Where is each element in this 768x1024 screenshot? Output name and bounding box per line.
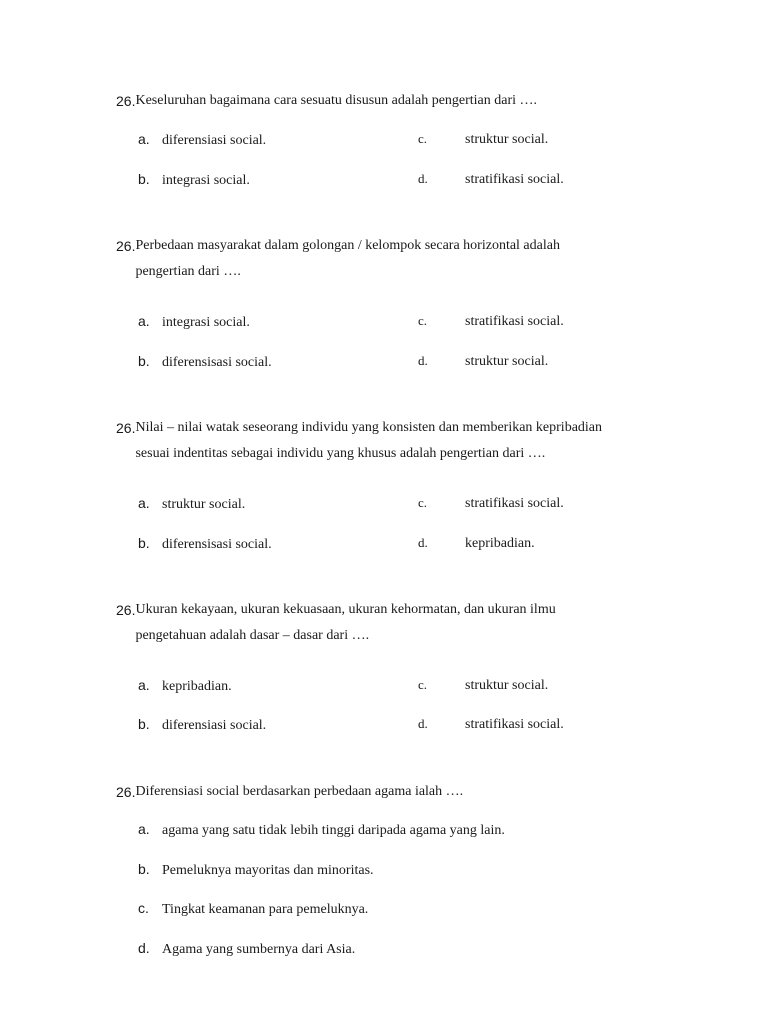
option-text: Agama yang sumbernya dari Asia. bbox=[162, 942, 356, 957]
question-line: pengertian dari …. bbox=[135, 264, 241, 279]
option-b[interactable] bbox=[138, 353, 272, 371]
question-text bbox=[116, 415, 676, 467]
option-letter: b. bbox=[138, 861, 150, 877]
option-letter: b. bbox=[138, 535, 150, 551]
option-b[interactable] bbox=[138, 171, 250, 189]
option-c[interactable] bbox=[418, 131, 548, 148]
option-letter: d. bbox=[138, 940, 150, 956]
question-line: Keseluruhan bagaimana cara sesuatu disusun adalah pengertian dari …. bbox=[135, 93, 538, 108]
option-d[interactable] bbox=[418, 535, 535, 552]
option-b[interactable] bbox=[138, 716, 266, 734]
option-c[interactable] bbox=[418, 495, 564, 512]
question-line: Nilai – nilai watak seseorang individu yang konsisten dan memberikan kepribadian bbox=[135, 420, 603, 435]
option-letter: b. bbox=[138, 716, 150, 732]
option-letter: d. bbox=[418, 353, 428, 368]
option-letter: d. bbox=[418, 535, 428, 550]
options-row bbox=[138, 495, 658, 515]
option-text: stratifikasi social. bbox=[465, 717, 564, 732]
option-c[interactable] bbox=[418, 313, 564, 330]
option-c[interactable] bbox=[418, 677, 548, 694]
options-row bbox=[138, 313, 658, 333]
options-row bbox=[138, 535, 658, 555]
option-letter: c. bbox=[418, 677, 428, 692]
option-text: agama yang satu tidak lebih tinggi daripada agama yang lain. bbox=[162, 823, 505, 838]
option-text: diferensiasi social. bbox=[162, 718, 267, 733]
option-letter: a. bbox=[138, 821, 150, 837]
option-d[interactable] bbox=[138, 940, 355, 958]
option-text: diferensiasi social. bbox=[162, 133, 267, 148]
question-text bbox=[116, 597, 676, 649]
question-number: 26. bbox=[116, 420, 136, 436]
question-5 bbox=[116, 779, 676, 805]
option-a[interactable] bbox=[138, 677, 232, 695]
question-line: Ukuran kekayaan, ukuran kekuasaan, ukuran kehormatan, dan ukuran ilmu bbox=[135, 602, 556, 617]
option-letter: c. bbox=[138, 900, 149, 916]
option-text: diferensisasi social. bbox=[162, 537, 272, 552]
question-line: pengetahuan adalah dasar – dasar dari …. bbox=[135, 628, 370, 643]
option-a[interactable] bbox=[138, 313, 250, 331]
option-a[interactable] bbox=[138, 495, 245, 513]
question-4 bbox=[116, 597, 676, 649]
question-text bbox=[116, 779, 676, 805]
option-letter: d. bbox=[418, 716, 428, 731]
options-row bbox=[138, 131, 658, 151]
question-number: 26. bbox=[116, 93, 136, 109]
option-d[interactable] bbox=[418, 171, 564, 188]
options-row bbox=[138, 353, 658, 373]
option-text: stratifikasi social. bbox=[465, 172, 564, 187]
question-line: sesuai indentitas sebagai individu yang khusus adalah pengertian dari …. bbox=[135, 446, 546, 461]
option-letter: b. bbox=[138, 353, 150, 369]
option-letter: a. bbox=[138, 495, 150, 511]
option-text: integrasi social. bbox=[162, 173, 250, 188]
option-text: stratifikasi social. bbox=[465, 314, 564, 329]
option-a[interactable] bbox=[138, 131, 266, 149]
option-text: diferensisasi social. bbox=[162, 355, 272, 370]
options-row bbox=[138, 716, 658, 736]
question-line: Perbedaan masyarakat dalam golongan / kelompok secara horizontal adalah bbox=[135, 238, 560, 253]
option-letter: b. bbox=[138, 171, 150, 187]
question-3 bbox=[116, 415, 676, 467]
option-text: struktur social. bbox=[465, 354, 549, 369]
option-letter: c. bbox=[418, 313, 428, 328]
question-text bbox=[116, 88, 676, 114]
question-line: Diferensiasi social berdasarkan perbedaan agama ialah …. bbox=[135, 784, 464, 799]
option-letter: a. bbox=[138, 313, 150, 329]
option-b[interactable] bbox=[138, 861, 374, 879]
question-number: 26. bbox=[116, 784, 136, 800]
option-text: struktur social. bbox=[465, 678, 549, 693]
option-b[interactable] bbox=[138, 535, 272, 553]
options-row bbox=[138, 677, 658, 697]
option-text: stratifikasi social. bbox=[465, 496, 564, 511]
option-d[interactable] bbox=[418, 353, 548, 370]
option-text: kepribadian. bbox=[162, 679, 232, 694]
option-letter: a. bbox=[138, 131, 150, 147]
question-number: 26. bbox=[116, 238, 136, 254]
option-c[interactable] bbox=[138, 900, 368, 918]
option-text: integrasi social. bbox=[162, 315, 250, 330]
question-1 bbox=[116, 88, 676, 114]
option-letter: c. bbox=[418, 131, 428, 146]
question-number: 26. bbox=[116, 602, 136, 618]
option-text: struktur social. bbox=[465, 132, 549, 147]
question-2 bbox=[116, 233, 676, 285]
option-text: Tingkat keamanan para pemeluknya. bbox=[162, 902, 369, 917]
option-text: kepribadian. bbox=[465, 536, 535, 551]
option-text: Pemeluknya mayoritas dan minoritas. bbox=[162, 863, 374, 878]
option-letter: d. bbox=[418, 171, 428, 186]
option-text: struktur social. bbox=[162, 497, 246, 512]
question-text bbox=[116, 233, 676, 285]
options-row bbox=[138, 171, 658, 191]
option-letter: a. bbox=[138, 677, 150, 693]
option-letter: c. bbox=[418, 495, 428, 510]
option-a[interactable] bbox=[138, 821, 505, 839]
option-d[interactable] bbox=[418, 716, 564, 733]
